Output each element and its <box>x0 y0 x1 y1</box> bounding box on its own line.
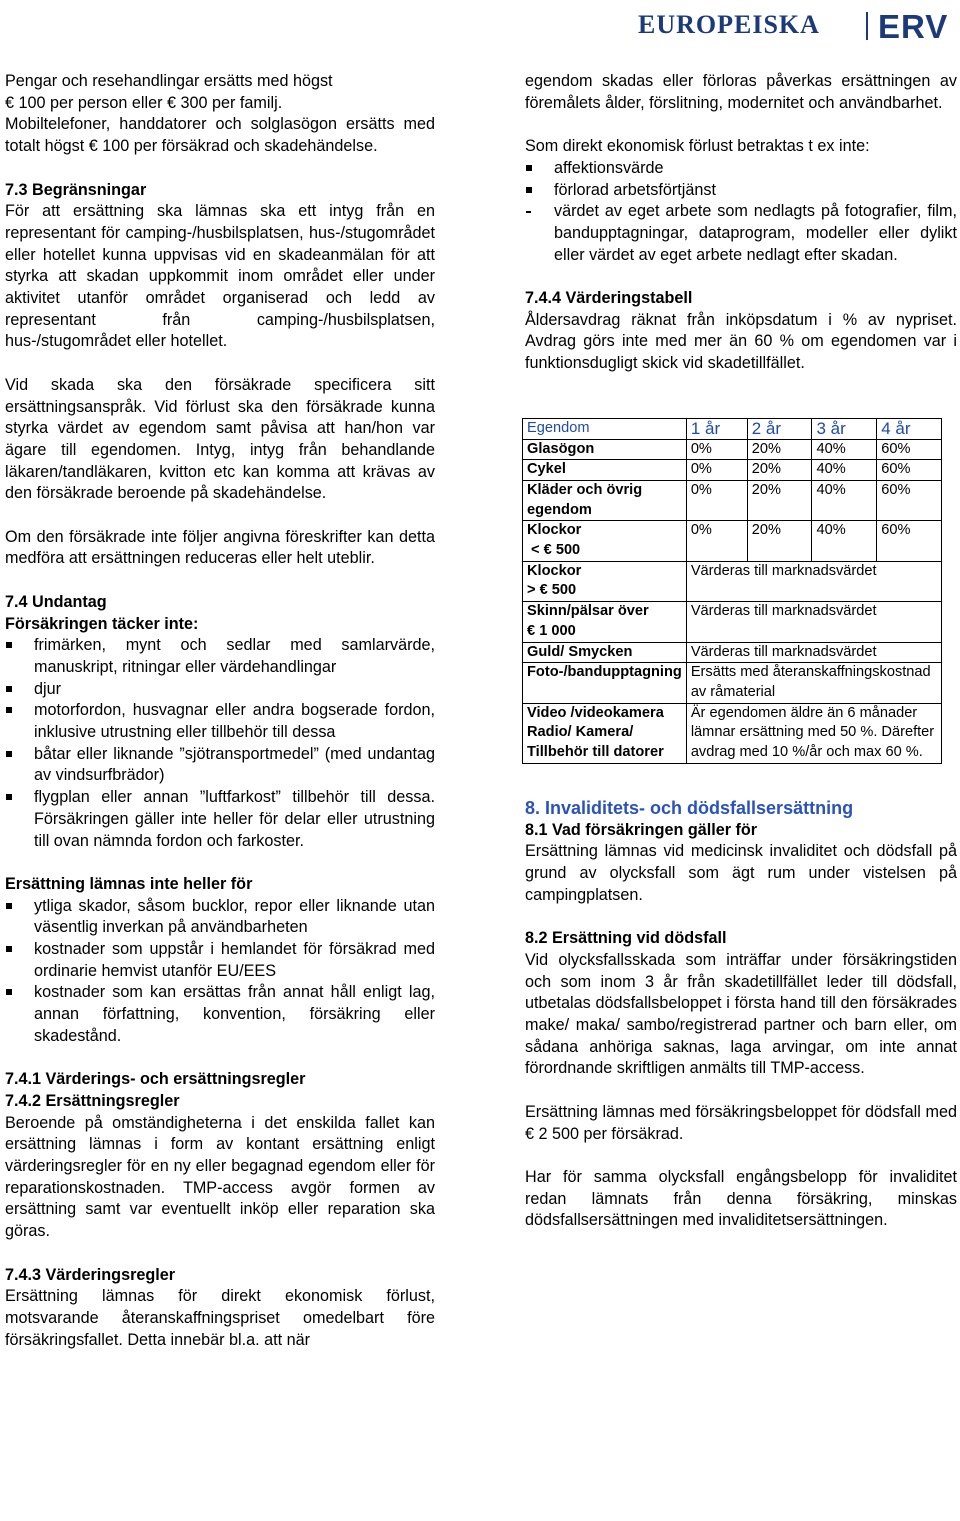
table-cell: 40% <box>812 521 877 561</box>
paragraph-8-2: Vid olycksfallsskada som inträffar under försäkringstiden och som inom 3 år från skadetillfället leder till dödsfall, utbetalas dödsfallsbeloppet i första hand till den försäkrades make/ maka/ sambo/registrerad partner och barn eller, om sådana anhöriga saknas, laga arvingar, om inte annat förordnande skriftligen anmälts till TMP-access. <box>525 950 957 1078</box>
heading-7-4: 7.4 Undantag <box>5 592 107 611</box>
logo-brand-erv: ERV <box>878 8 949 45</box>
table-cell-label: Guld/ Smycken <box>523 642 687 663</box>
paragraph-pengar: Pengar och resehandlingar ersätts med högst € 100 per person eller € 300 per familj. <box>5 71 435 114</box>
table-header-row <box>523 418 942 439</box>
table-row <box>523 642 942 663</box>
heading-7-4-2: 7.4.2 Ersättningsregler <box>5 1091 180 1110</box>
list-item: djur <box>5 679 435 701</box>
euro-sign <box>89 137 98 155</box>
paragraph-7-4-2: Beroende på omständigheterna i det enskilda fallet kan ersättning lämnas i form av kontant ersättning enligt värderingsregler för en ny eller begagnad egendom eller för reparationskostnaden. TMP-access avgör formen av ersättning samt var eventuellt inköp eller reparation ska göras. <box>5 1113 435 1241</box>
list-item: motorfordon, husvagnar eller andra bogserade fordon, inklusive utrustning eller tillbehör till dessa <box>5 700 435 743</box>
table-cell: 40% <box>812 480 877 520</box>
paragraph-8-1: Ersättning lämnas vid medicinsk invaliditet och dödsfall på grund av olycksfall som ägt rum under vistelsen på campingplatsen. <box>525 842 957 904</box>
table-cell-label: Kläder och övrig egendom <box>523 480 687 520</box>
euro-sign <box>5 94 14 112</box>
table-cell: 20% <box>747 480 812 520</box>
table-cell: 40% <box>812 439 877 460</box>
list-item: ytliga skador, såsom bucklor, repor eller liknande utan väsentlig inverkan på användbarheten <box>5 896 435 939</box>
undantag-list <box>5 635 435 852</box>
list-item: frimärken, mynt och sedlar med samlarvärde, manuskript, ritningar eller värdehandlingar <box>5 635 435 678</box>
table-cell: 60% <box>877 460 942 481</box>
table-cell-label: Foto-/bandupptagning <box>523 663 687 703</box>
table-cell: 60% <box>877 439 942 460</box>
list-item: förlorad arbetsförtjänst <box>525 180 957 202</box>
heading-7-4-3: 7.4.3 Värderingsregler <box>5 1265 176 1284</box>
table-row <box>523 663 942 703</box>
list-item: flygplan eller annan ”luftfarkost” tillbehör till dessa. Försäkringen gäller inte heller för delar eller utrustning till ovan nämnda fordon och farkoster. <box>5 787 435 852</box>
table-cell-label: Klockor > € 500 <box>523 561 687 601</box>
direkt-list <box>525 158 957 201</box>
paragraph-direkt: Som direkt ekonomisk förlust betraktas t ex inte: <box>525 137 870 156</box>
heading-8: 8. Invaliditets- och dödsfallsersättning <box>525 797 854 818</box>
table-header: Egendom <box>523 418 687 439</box>
paragraph-mobiltelefoner: Mobiltelefoner, handdatorer och solglasögon ersätts med totalt högst € 100 per försäkrad och skadehändelse. <box>5 114 435 157</box>
left-column <box>5 71 435 1351</box>
table-cell-note: Värderas till marknadsvärdet <box>686 561 941 601</box>
table-row <box>523 703 942 763</box>
euro-sign <box>540 582 548 598</box>
table-row <box>523 521 942 561</box>
table-cell: 20% <box>747 460 812 481</box>
euro-sign <box>167 94 176 112</box>
list-item: affektionsvärde <box>525 158 957 180</box>
heading-8-2: 8.2 Ersättning vid dödsfall <box>525 929 727 948</box>
heading-inte-heller: Ersättning lämnas inte heller för <box>5 874 253 893</box>
table-row <box>523 602 942 642</box>
heading-7-4-4: 7.4.4 Värderingstabell <box>525 289 693 307</box>
table-cell: 60% <box>877 521 942 561</box>
varderingstabell <box>522 418 942 764</box>
table-cell: 40% <box>812 460 877 481</box>
table-header: 3 år <box>812 418 877 439</box>
table-cell: 0% <box>686 521 747 561</box>
table-cell: 60% <box>877 480 942 520</box>
table-cell: 0% <box>686 460 747 481</box>
table-cell: 20% <box>747 439 812 460</box>
table-cell-note: Värderas till marknadsvärdet <box>686 642 941 663</box>
direkt-dash-list <box>525 201 957 266</box>
table-row <box>523 480 942 520</box>
table-row <box>523 561 942 601</box>
table-cell-label: Cykel <box>523 460 687 481</box>
paragraph-skada: Vid skada ska den försäkrade specificera sitt ersättningsanspråk. Vid förlust ska den försäkrade kunna styrka värdet av egendom samt påvisa att han/hon var ägare till egendomen. Intyg, intyg från behandlande läkaren/tandläkaren, kvitton etc kan komma att krävas av den försäkrade beroende på skadehändelse. <box>5 375 435 503</box>
paragraph-8-2-engangsbelopp: Har för samma olycksfall engångsbelopp för invaliditet redan lämnats från denna försäkring, minskas dödsfallsersättningen med invaliditetsersättningen. <box>525 1167 957 1230</box>
table-cell-note: Värderas till marknadsvärdet <box>686 602 941 642</box>
table-cell: 0% <box>686 439 747 460</box>
list-item: kostnader som kan ersättas från annat håll enligt lag, annan författning, konvention, försäkring eller skadestånd. <box>5 982 435 1047</box>
list-item: båtar eller liknande ”sjötransportmedel” (med undantag av vindsurfbrädor) <box>5 744 435 787</box>
logo-brand: EUROPEISKA <box>638 10 820 39</box>
table-header: 4 år <box>877 418 942 439</box>
list-item: värdet av eget arbete som nedlagts på fotografier, film, bandupptagningar, dataprogram, modeller eller dylikt eller värdet av eget arbete nedlagt efter skadan. <box>525 201 957 266</box>
paragraph-foreskrifter: Om den försäkrade inte följer angivna föreskrifter kan detta medföra att ersättningen reduceras eller helt uteblir. <box>5 527 435 568</box>
table-cell-label: Klockor < € 500 <box>523 521 687 561</box>
heading-7-3: 7.3 Begränsningar <box>5 180 147 199</box>
logo-divider <box>866 12 868 40</box>
paragraph-7-3: För att ersättning ska lämnas ska ett intyg från en representant för camping-/husbilsplatsen, hus-/stugområdet eller hotellet kunna uppvisas vid en skadeanmälan för att styrka att skadan uppkommit inom området eller under aktivitet utanför området organiserad och ledd av representant från camping-/husbilsplatsen, hus-/stugområdet eller hotellet. <box>5 202 435 351</box>
paragraph-7-4-3: Ersättning lämnas för direkt ekonomisk förlust, motsvarande återanskaffningspriset omedelbart före försäkringsfallet. Detta innebär bl.a. att när <box>5 1287 435 1349</box>
list-item: kostnader som uppstår i hemlandet för försäkrad med ordinarie hemvist utanför EU/EES <box>5 939 435 982</box>
table-cell-label: Glasögon <box>523 439 687 460</box>
table-row <box>523 439 942 460</box>
paragraph-7-4-4: Åldersavdrag räknat från inköpsdatum i % av nypriset. Avdrag görs inte med mer än 60 % om egendomen var i funktionsdugligt skick vid skadetillfället. <box>525 310 957 373</box>
table-header: 2 år <box>747 418 812 439</box>
europeiska-erv-logo <box>638 6 958 46</box>
table-header: 1 år <box>686 418 747 439</box>
table-cell-label: Skinn/pälsar över € 1 000 <box>523 602 687 642</box>
table-cell-note: Ersätts med återanskaffningskostnad av råmaterial <box>686 663 941 703</box>
right-column <box>525 71 957 1232</box>
table-cell-label: Video /videokamera Radio/ Kamera/ Tillbehör till datorer <box>523 703 687 763</box>
euro-sign <box>525 1125 534 1143</box>
heading-8-1: 8.1 Vad försäkringen gäller för <box>525 820 758 839</box>
table-cell: 20% <box>747 521 812 561</box>
paragraph-8-2-belopp: Ersättning lämnas med försäkringsbeloppet för dödsfall med € 2 500 per försäkrad. <box>525 1102 957 1145</box>
heading-7-4-sub: Försäkringen täcker inte: <box>5 614 199 633</box>
euro-sign <box>544 542 552 558</box>
paragraph-continued: egendom skadas eller förloras påverkas ersättningen av föremålets ålder, förslitning, modernitet och användbarhet. <box>525 72 957 112</box>
heading-7-4-1: 7.4.1 Värderings- och ersättningsregler <box>5 1070 306 1089</box>
euro-sign <box>527 623 535 639</box>
table-row <box>523 460 942 481</box>
inte-heller-list <box>5 896 435 1048</box>
table-cell: 0% <box>686 480 747 520</box>
table-cell-note: Är egendomen äldre än 6 månader lämnar ersättning med 50 %. Därefter avdrag med 10 %/år och max 60 %. <box>686 703 941 763</box>
